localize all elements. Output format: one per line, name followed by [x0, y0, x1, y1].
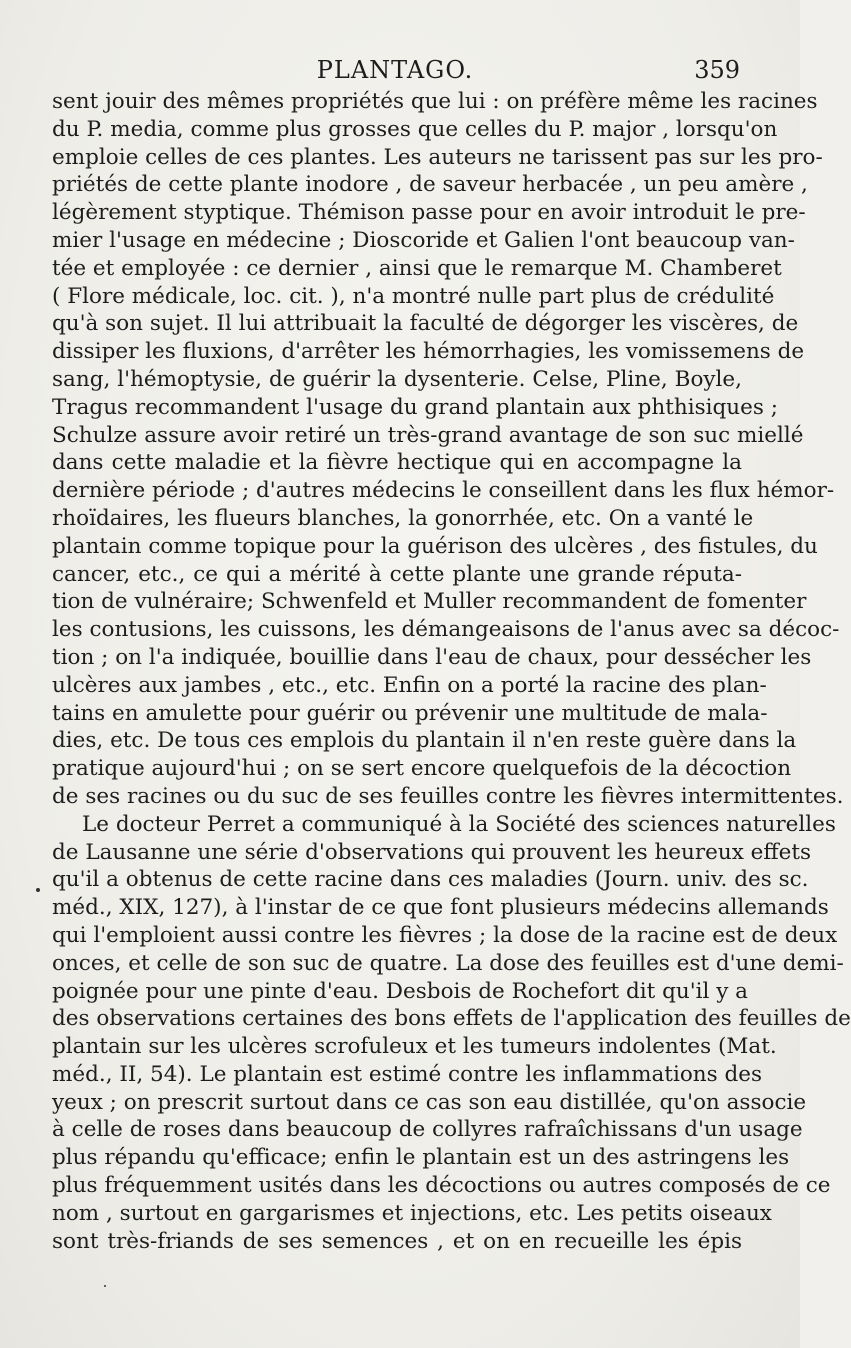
text-line: méd., II, 54). Le plantain est estimé contre les inflammations des	[52, 1061, 762, 1087]
text-line: tion de vulnéraire; Schwenfeld et Muller recommandent de fomenter	[52, 589, 807, 615]
paragraph-1	[52, 88, 844, 811]
text-line: des observations certaines des bons effets de l'application des feuilles de	[52, 1006, 851, 1032]
text-line: Le docteur Perret a communiqué à la Société des sciences naturelles	[82, 811, 836, 837]
ink-speck	[36, 888, 40, 892]
text-line: légèrement styptique. Thémison passe pour en avoir introduit le pre-	[52, 200, 806, 226]
page-number: 359	[694, 56, 740, 84]
text-line: ( Flore médicale, loc. cit. ), n'a montré nulle part plus de crédulité	[52, 283, 775, 309]
text-line: tion ; on l'a indiquée, bouillie dans l'eau de chaux, pour dessécher les	[52, 644, 812, 670]
text-line: à celle de roses dans beaucoup de collyres rafraîchissans d'un usage	[52, 1117, 803, 1143]
text-line: dernière période ; d'autres médecins le conseillent dans les flux hémor-	[52, 478, 835, 504]
text-line: rhoïdaires, les flueurs blanches, la gonorrhée, etc. On a vanté le	[52, 505, 754, 531]
text-line: sont très-friands de ses semences , et on en recueille les épis	[52, 1228, 742, 1254]
text-line: qu'il a obtenus de cette racine dans ces maladies (Journ. univ. des sc.	[52, 867, 809, 893]
text-line: méd., XIX, 127), à l'instar de ce que font plusieurs médecins allemands	[52, 895, 829, 921]
text-line: pratique aujourd'hui ; on se sert encore quelquefois de la décoction	[52, 756, 792, 782]
text-line: les contusions, les cuissons, les démangeaisons de l'anus avec sa décoc-	[52, 617, 840, 643]
text-line: sang, l'hémoptysie, de guérir la dysenterie. Celse, Pline, Boyle,	[52, 366, 742, 392]
text-line: plus répandu qu'efficace; enfin le plantain est un des astringens les	[52, 1145, 790, 1171]
running-title: PLANTAGO.	[316, 56, 474, 84]
text-line: dies, etc. De tous ces emplois du plantain il n'en reste guère dans la	[52, 728, 797, 754]
text-line: de Lausanne une série d'observations qui prouvent les heureux effets	[52, 839, 812, 865]
text-line: dans cette maladie et la fièvre hectique qui en accompagne la	[52, 450, 742, 476]
paragraph-2	[52, 811, 851, 1256]
text-line: de ses racines ou du suc de ses feuilles contre les fièvres intermittentes.	[52, 783, 844, 809]
text-line: plus fréquemment usités dans les décoctions ou autres composés de ce	[52, 1173, 831, 1199]
text-line: cancer, etc., ce qui a mérité à cette plante une grande réputa-	[52, 561, 742, 587]
page-header	[50, 56, 740, 90]
text-line: poignée pour une pinte d'eau. Desbois de Rochefort dit qu'il y a	[52, 978, 748, 1004]
text-line: tains en amulette pour guérir ou prévenir une multitude de mala-	[52, 700, 768, 726]
text-line: tée et employée : ce dernier , ainsi que le remarque M. Chamberet	[52, 255, 782, 281]
text-line: ulcères aux jambes , etc., etc. Enfin on a porté la racine des plan-	[52, 672, 767, 698]
text-line: du P. media, comme plus grosses que celles du P. major , lorsqu'on	[52, 116, 778, 142]
text-line: Schulze assure avoir retiré un très-grand avantage de son suc miellé	[52, 422, 804, 448]
text-line: qu'à son sujet. Il lui attribuait la faculté de dégorger les viscères, de	[52, 311, 799, 337]
ink-speck	[104, 1285, 106, 1287]
text-line: onces, et celle de son suc de quatre. La dose des feuilles est d'une demi-	[52, 950, 844, 976]
text-line: mier l'usage en médecine ; Dioscoride et Galien l'ont beaucoup van-	[52, 227, 795, 253]
text-line: Tragus recommandent l'usage du grand plantain aux phthisiques ;	[52, 394, 778, 420]
text-line: plantain comme topique pour la guérison des ulcères , des fistules, du	[52, 533, 818, 559]
text-line: dissiper les fluxions, d'arrêter les hémorrhagies, les vomissemens de	[52, 339, 805, 365]
text-line: qui l'emploient aussi contre les fièvres ; la dose de la racine est de deux	[52, 922, 838, 948]
text-line: nom , surtout en gargarismes et injections, etc. Les petits oiseaux	[52, 1200, 772, 1226]
text-line: yeux ; on prescrit surtout dans ce cas son eau distillée, qu'on associe	[52, 1089, 807, 1115]
text-line: emploie celles de ces plantes. Les auteurs ne tarissent pas sur les pro-	[52, 144, 823, 170]
text-line: priétés de cette plante inodore , de saveur herbacée , un peu amère ,	[52, 172, 808, 198]
text-line: plantain sur les ulcères scrofuleux et les tumeurs indolentes (Mat.	[52, 1034, 777, 1060]
text-line: sent jouir des mêmes propriétés que lui : on préfère même les racines	[52, 89, 818, 114]
body-text	[52, 88, 851, 1255]
